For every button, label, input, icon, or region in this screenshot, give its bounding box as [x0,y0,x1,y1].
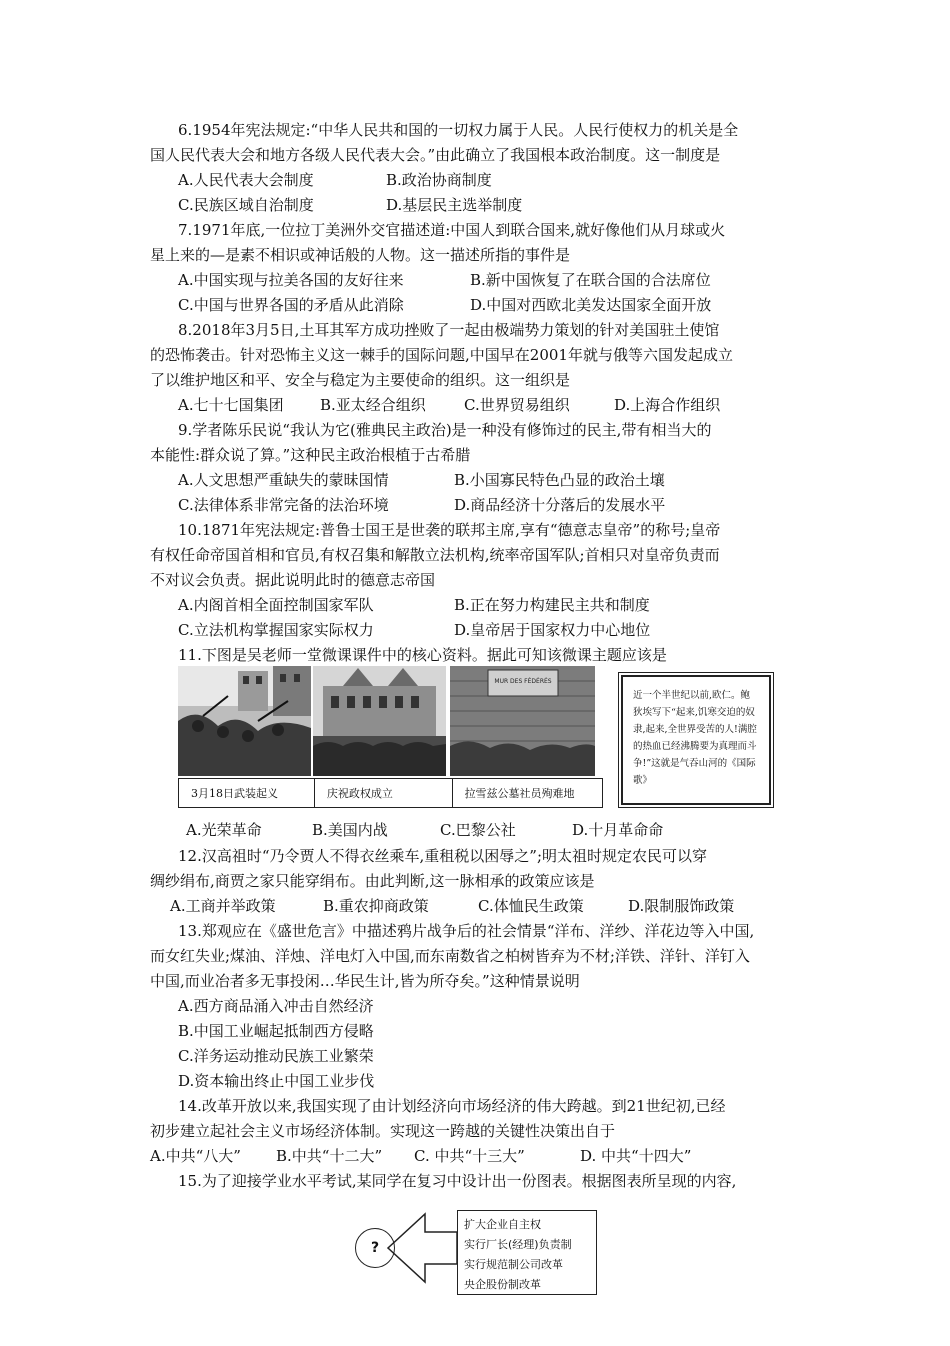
q9-option-c[interactable]: C.法律体系非常完备的法治环境 [178,496,389,514]
q10-stem-line2: 有权任命帝国首相和官员,有权召集和解散立法机构,统率帝国军队;首相只对皇帝负责而 [150,546,720,564]
reform-item: 扩大企业自主权 [464,1218,541,1231]
q11-stem-line1: 11.下图是吴老师一堂微课课件中的核心资料。据此可知该微课主题应该是 [178,646,667,664]
q12-option-b[interactable]: B.重农抑商政策 [323,897,429,915]
q15-stem-line1: 15.为了迎接学业水平考试,某同学在复习中设计出一份图表。根据图表所呈现的内容, [178,1172,737,1190]
q14-option-c[interactable]: C. 中共“十三大” [414,1147,525,1165]
q13-stem-line3: 中国,而业冶者多无事投闲…华民生计,皆为所夺矣。”这种情景说明 [150,972,580,990]
plaque-text: MUR DES FÉDÉRÉS [494,678,552,685]
reform-item: 央企股份制改革 [464,1278,541,1291]
q8-option-a[interactable]: A.七十七国集团 [178,396,284,414]
q13-option-d[interactable]: D.资本输出终止中国工业步伐 [178,1072,375,1090]
q9-option-b[interactable]: B.小国寡民特色凸显的政治土壤 [454,471,665,489]
q13-option-a[interactable]: A.西方商品涌入冲击自然经济 [178,997,374,1015]
q6-option-b[interactable]: B.政治协商制度 [386,171,492,189]
q9-option-d[interactable]: D.商品经济十分落后的发展水平 [454,496,666,514]
q11-option-b[interactable]: B.美国内战 [312,821,388,839]
q10-option-d[interactable]: D.皇帝居于国家权力中心地位 [454,621,651,639]
q8-stem-line1: 8.2018年3月5日,土耳其军方成功挫败了一起由极端势力策划的针对美国驻土使馆 [178,321,720,339]
photo-celebration [313,666,446,776]
q8-stem-line2: 的恐怖袭击。针对恐怖主义这一棘手的国际问题,中国早在2001年就与俄等六国发起成立 [150,346,733,364]
q12-option-c[interactable]: C.体恤民生政策 [478,897,584,915]
q6-stem-line2: 国人民代表大会和地方各级人民代表大会。”由此确立了我国根本政治制度。这一制度是 [150,146,721,164]
q10-stem-line1: 10.1871年宪法规定:普鲁士国王是世袭的联邦主席,享有“德意志皇帝”的称号;皇帝 [178,521,721,539]
q14-stem-line2: 初步建立起社会主义市场经济体制。实现这一跨越的关键性决策出自于 [150,1122,616,1140]
caption-wall: 拉雪兹公墓社员殉难地 [464,787,575,800]
q7-option-b[interactable]: B.新中国恢复了在联合国的合法席位 [470,271,711,289]
q7-option-d[interactable]: D.中国对西欧北美发达国家全面开放 [470,296,712,314]
q10-option-b[interactable]: B.正在努力构建民主共和制度 [454,596,650,614]
q7-option-a[interactable]: A.中国实现与拉美各国的友好往来 [178,271,404,289]
internationale-quote-box: 近一个半世纪以前,欧仁。鲍狄埃写下“起来,饥寒交迫的奴隶,起来,全世界受苦的人!满腔的热血已经沸腾要为真理而斗争!”这就是气吞山河的《国际歌》 [621,675,771,805]
q14-option-a[interactable]: A.中共“八大” [150,1147,241,1165]
caption-armed-uprising: 3月18日武装起义 [179,779,315,807]
reform-measures-box [457,1210,597,1295]
q12-option-d[interactable]: D.限制服饰政策 [628,897,735,915]
q8-option-c[interactable]: C.世界贸易组织 [464,396,570,414]
q13-stem-line2: 而女红失业;煤油、洋烛、洋电灯入中国,而东南数省之柏树皆弃为不材;洋铁、洋针、洋钉入 [150,947,750,965]
q7-stem-line2: 星上来的—是素不相识或神话般的人物。这一描述所指的事件是 [150,246,571,264]
q6-stem-line1: 6.1954年宪法规定:“中华人民共和国的一切权力属于人民。人民行使权力的机关是全 [178,121,739,139]
q11-option-c[interactable]: C.巴黎公社 [440,821,516,839]
q14-option-b[interactable]: B.中共“十二大” [276,1147,383,1165]
q11-option-a[interactable]: A.光荣革命 [186,821,262,839]
q9-stem-line2: 本能性:群众说了算。”这种民主政治根植于古希腊 [150,446,471,464]
photo-caption-row [178,778,603,808]
caption-celebration: 庆祝政权成立 [315,779,453,807]
q13-option-b[interactable]: B.中国工业崛起抵制西方侵略 [178,1022,374,1040]
q6-option-c[interactable]: C.民族区域自治制度 [178,196,314,214]
q7-stem-line1: 7.1971年底,一位拉丁美洲外交官描述道:中国人到联合国来,就好像他们从月球或火 [178,221,726,239]
q7-option-c[interactable]: C.中国与世界各国的矛盾从此消除 [178,296,404,314]
reform-item: 实行规范制公司改革 [464,1258,563,1271]
q8-option-d[interactable]: D.上海合作组织 [614,396,721,414]
q11-option-d[interactable]: D.十月革命命 [572,821,664,839]
q6-option-d[interactable]: D.基层民主选举制度 [386,196,523,214]
q13-option-c[interactable]: C.洋务运动推动民族工业繁荣 [178,1047,374,1065]
q13-stem-line1: 13.郑观应在《盛世危言》中描述鸦片战争后的社会情景“洋布、洋纱、洋花边等入中国, [178,922,755,940]
photo-wall-of-communards [450,666,595,776]
q9-option-a[interactable]: A.人文思想严重缺失的蒙昧国情 [178,471,389,489]
q10-stem-line3: 不对议会负责。据此说明此时的德意志帝国 [150,571,436,589]
q12-stem-line1: 12.汉高祖时“乃令贾人不得衣丝乘车,重租税以困辱之”;明太祖时规定农民可以穿 [178,847,708,865]
photo-armed-uprising [178,666,311,776]
q14-option-d[interactable]: D. 中共“十四大” [580,1147,692,1165]
unknown-answer-circle: ? [355,1228,395,1268]
q6-option-a[interactable]: A.人民代表大会制度 [178,171,314,189]
uprising-engraving-icon [178,666,311,776]
q9-stem-line1: 9.学者陈乐民说“我认为它(雅典民主政治)是一种没有修饰过的民主,带有相当大的 [178,421,712,439]
q8-option-b[interactable]: B.亚太经合组织 [320,396,426,414]
q12-stem-line2: 绸纱绢布,商贾之家只能穿绢布。由此判断,这一脉相承的政策应该是 [150,872,595,890]
q14-stem-line1: 14.改革开放以来,我国实现了由计划经济向市场经济的伟大跨越。到21世纪初,已经 [178,1097,726,1115]
q10-option-a[interactable]: A.内阁首相全面控制国家军队 [178,596,374,614]
q12-option-a[interactable]: A.工商并举政策 [170,897,276,915]
reform-item: 实行厂长(经理)负责制 [464,1238,572,1251]
q8-stem-line3: 了以维护地区和平、安全与稳定为主要使命的组织。这一组织是 [150,371,571,389]
city-hall-engraving-icon [313,666,446,776]
q10-option-c[interactable]: C.立法机构掌握国家实际权力 [178,621,374,639]
left-arrow-icon [385,1212,460,1284]
